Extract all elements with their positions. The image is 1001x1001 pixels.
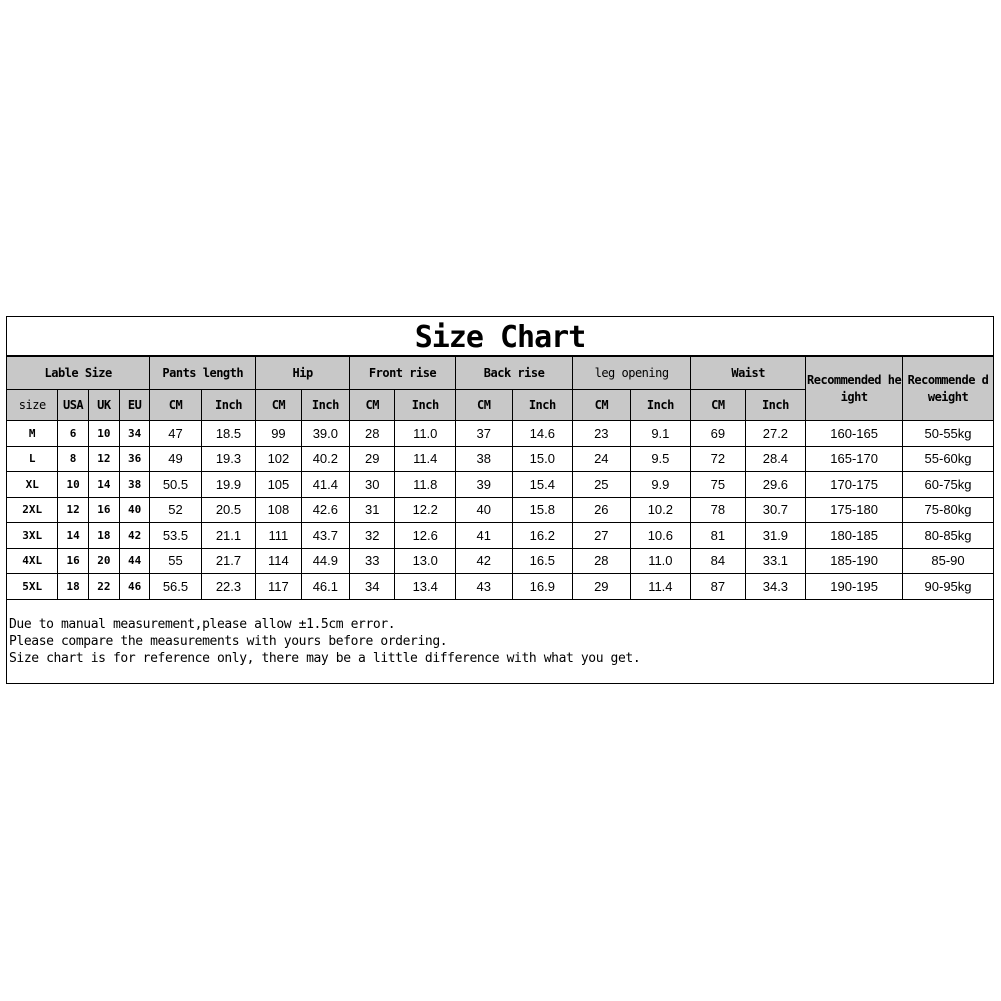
cell-leg-inch: 9.9: [630, 472, 691, 498]
cell-size: 4XL: [7, 548, 58, 574]
header-recommended-height: Recommended height: [806, 357, 903, 421]
cell-waist-inch: 31.9: [745, 523, 806, 549]
cell-front-inch: 11.4: [395, 446, 456, 472]
table-row: [7, 472, 994, 498]
subheader-size: size: [7, 390, 58, 421]
subheader-leg-cm: CM: [573, 390, 631, 421]
subheader-pants-cm: CM: [150, 390, 201, 421]
cell-waist-inch: 33.1: [745, 548, 806, 574]
cell-uk: 16: [88, 497, 119, 523]
cell-back-inch: 14.6: [512, 421, 573, 447]
cell-eu: 40: [120, 497, 150, 523]
cell-hip-cm: 114: [256, 548, 301, 574]
cell-waist-inch: 29.6: [745, 472, 806, 498]
cell-back-cm: 42: [456, 548, 513, 574]
cell-uk: 22: [88, 574, 119, 600]
header-pants-length: Pants length: [150, 357, 256, 390]
subheader-hip-cm: CM: [256, 390, 301, 421]
cell-usa: 10: [58, 472, 88, 498]
cell-front-cm: 29: [350, 446, 395, 472]
header-label-size: Lable Size: [7, 357, 150, 390]
subheader-hip-inch: Inch: [301, 390, 349, 421]
table-row: [7, 523, 994, 549]
cell-leg-inch: 10.2: [630, 497, 691, 523]
cell-back-inch: 16.9: [512, 574, 573, 600]
subheader-uk: UK: [88, 390, 119, 421]
cell-uk: 10: [88, 421, 119, 447]
subheader-front-inch: Inch: [395, 390, 456, 421]
cell-usa: 18: [58, 574, 88, 600]
cell-eu: 42: [120, 523, 150, 549]
size-rows: [7, 421, 994, 600]
cell-usa: 8: [58, 446, 88, 472]
cell-waist-cm: 75: [691, 472, 745, 498]
cell-waist-inch: 30.7: [745, 497, 806, 523]
cell-leg-cm: 26: [573, 497, 631, 523]
chart-title: Size Chart: [7, 317, 993, 356]
note-line: Due to manual measurement,please allow ±1.5cm error.: [9, 616, 396, 632]
cell-pants-inch: 19.9: [201, 472, 256, 498]
cell-hip-inch: 40.2: [301, 446, 349, 472]
cell-weight: 90-95kg: [903, 574, 994, 600]
cell-hip-inch: 39.0: [301, 421, 349, 447]
cell-eu: 44: [120, 548, 150, 574]
cell-eu: 36: [120, 446, 150, 472]
cell-pants-inch: 19.3: [201, 446, 256, 472]
cell-leg-cm: 25: [573, 472, 631, 498]
cell-waist-inch: 34.3: [745, 574, 806, 600]
cell-front-cm: 30: [350, 472, 395, 498]
cell-height: 170-175: [806, 472, 903, 498]
cell-size: XL: [7, 472, 58, 498]
cell-leg-inch: 9.1: [630, 421, 691, 447]
cell-pants-cm: 47: [150, 421, 201, 447]
cell-weight: 80-85kg: [903, 523, 994, 549]
subheader-back-cm: CM: [456, 390, 513, 421]
cell-usa: 16: [58, 548, 88, 574]
table-row: [7, 446, 994, 472]
cell-waist-cm: 81: [691, 523, 745, 549]
cell-height: 180-185: [806, 523, 903, 549]
cell-size: L: [7, 446, 58, 472]
cell-back-cm: 38: [456, 446, 513, 472]
note-line: Please compare the measurements with yours before ordering.: [9, 633, 448, 649]
cell-weight: 50-55kg: [903, 421, 994, 447]
cell-back-cm: 37: [456, 421, 513, 447]
subheader-leg-inch: Inch: [630, 390, 691, 421]
cell-leg-cm: 29: [573, 574, 631, 600]
header-hip: Hip: [256, 357, 350, 390]
notes: [7, 600, 993, 667]
cell-usa: 12: [58, 497, 88, 523]
cell-front-inch: 11.0: [395, 421, 456, 447]
cell-eu: 34: [120, 421, 150, 447]
cell-pants-cm: 55: [150, 548, 201, 574]
cell-hip-inch: 43.7: [301, 523, 349, 549]
cell-pants-inch: 21.1: [201, 523, 256, 549]
cell-weight: 55-60kg: [903, 446, 994, 472]
subheader-waist-inch: Inch: [745, 390, 806, 421]
header-back-rise: Back rise: [456, 357, 573, 390]
cell-uk: 20: [88, 548, 119, 574]
cell-back-cm: 43: [456, 574, 513, 600]
subheader-eu: EU: [120, 390, 150, 421]
cell-uk: 14: [88, 472, 119, 498]
subheader-pants-inch: Inch: [201, 390, 256, 421]
cell-waist-inch: 28.4: [745, 446, 806, 472]
cell-weight: 75-80kg: [903, 497, 994, 523]
cell-leg-cm: 23: [573, 421, 631, 447]
cell-pants-inch: 21.7: [201, 548, 256, 574]
cell-front-cm: 31: [350, 497, 395, 523]
cell-hip-inch: 41.4: [301, 472, 349, 498]
cell-waist-inch: 27.2: [745, 421, 806, 447]
subheader-usa: USA: [58, 390, 88, 421]
header-row-groups: [7, 357, 994, 390]
cell-hip-cm: 108: [256, 497, 301, 523]
cell-back-inch: 16.2: [512, 523, 573, 549]
cell-hip-cm: 102: [256, 446, 301, 472]
cell-waist-cm: 72: [691, 446, 745, 472]
cell-leg-cm: 27: [573, 523, 631, 549]
cell-pants-cm: 53.5: [150, 523, 201, 549]
cell-leg-inch: 9.5: [630, 446, 691, 472]
cell-eu: 46: [120, 574, 150, 600]
cell-height: 175-180: [806, 497, 903, 523]
cell-size: 2XL: [7, 497, 58, 523]
cell-usa: 6: [58, 421, 88, 447]
table-row: [7, 548, 994, 574]
subheader-waist-cm: CM: [691, 390, 745, 421]
table-row: [7, 421, 994, 447]
cell-leg-inch: 11.4: [630, 574, 691, 600]
cell-pants-cm: 56.5: [150, 574, 201, 600]
cell-waist-cm: 84: [691, 548, 745, 574]
cell-hip-inch: 46.1: [301, 574, 349, 600]
cell-size: M: [7, 421, 58, 447]
cell-leg-inch: 11.0: [630, 548, 691, 574]
cell-height: 190-195: [806, 574, 903, 600]
cell-height: 185-190: [806, 548, 903, 574]
subheader-back-inch: Inch: [512, 390, 573, 421]
cell-weight: 60-75kg: [903, 472, 994, 498]
cell-eu: 38: [120, 472, 150, 498]
cell-pants-cm: 52: [150, 497, 201, 523]
cell-front-inch: 13.4: [395, 574, 456, 600]
cell-back-cm: 39: [456, 472, 513, 498]
header-front-rise: Front rise: [350, 357, 456, 390]
cell-size: 5XL: [7, 574, 58, 600]
cell-usa: 14: [58, 523, 88, 549]
cell-pants-inch: 22.3: [201, 574, 256, 600]
cell-waist-cm: 87: [691, 574, 745, 600]
header-recommended-weight: Recommende d weight: [903, 357, 994, 421]
cell-size: 3XL: [7, 523, 58, 549]
cell-uk: 12: [88, 446, 119, 472]
cell-front-inch: 12.2: [395, 497, 456, 523]
cell-hip-inch: 44.9: [301, 548, 349, 574]
cell-front-inch: 11.8: [395, 472, 456, 498]
header-waist: Waist: [691, 357, 806, 390]
cell-back-inch: 15.4: [512, 472, 573, 498]
cell-weight: 85-90: [903, 548, 994, 574]
table-row: [7, 497, 994, 523]
cell-waist-cm: 69: [691, 421, 745, 447]
cell-leg-cm: 28: [573, 548, 631, 574]
cell-front-cm: 33: [350, 548, 395, 574]
note-line: Size chart is for reference only, there may be a little difference with what you get.: [9, 650, 641, 666]
cell-pants-inch: 18.5: [201, 421, 256, 447]
cell-hip-cm: 117: [256, 574, 301, 600]
cell-back-inch: 15.0: [512, 446, 573, 472]
cell-front-cm: 32: [350, 523, 395, 549]
cell-height: 160-165: [806, 421, 903, 447]
cell-front-cm: 34: [350, 574, 395, 600]
cell-front-inch: 12.6: [395, 523, 456, 549]
cell-pants-cm: 50.5: [150, 472, 201, 498]
cell-back-cm: 41: [456, 523, 513, 549]
cell-hip-inch: 42.6: [301, 497, 349, 523]
cell-uk: 18: [88, 523, 119, 549]
cell-waist-cm: 78: [691, 497, 745, 523]
cell-leg-inch: 10.6: [630, 523, 691, 549]
cell-back-cm: 40: [456, 497, 513, 523]
cell-hip-cm: 111: [256, 523, 301, 549]
header-leg-opening: leg opening: [573, 357, 691, 390]
table-row: [7, 574, 994, 600]
subheader-front-cm: CM: [350, 390, 395, 421]
cell-hip-cm: 105: [256, 472, 301, 498]
size-table: [6, 356, 994, 600]
cell-leg-cm: 24: [573, 446, 631, 472]
size-chart: [6, 316, 994, 684]
cell-front-cm: 28: [350, 421, 395, 447]
cell-pants-cm: 49: [150, 446, 201, 472]
cell-hip-cm: 99: [256, 421, 301, 447]
cell-front-inch: 13.0: [395, 548, 456, 574]
cell-height: 165-170: [806, 446, 903, 472]
cell-back-inch: 16.5: [512, 548, 573, 574]
cell-pants-inch: 20.5: [201, 497, 256, 523]
cell-back-inch: 15.8: [512, 497, 573, 523]
